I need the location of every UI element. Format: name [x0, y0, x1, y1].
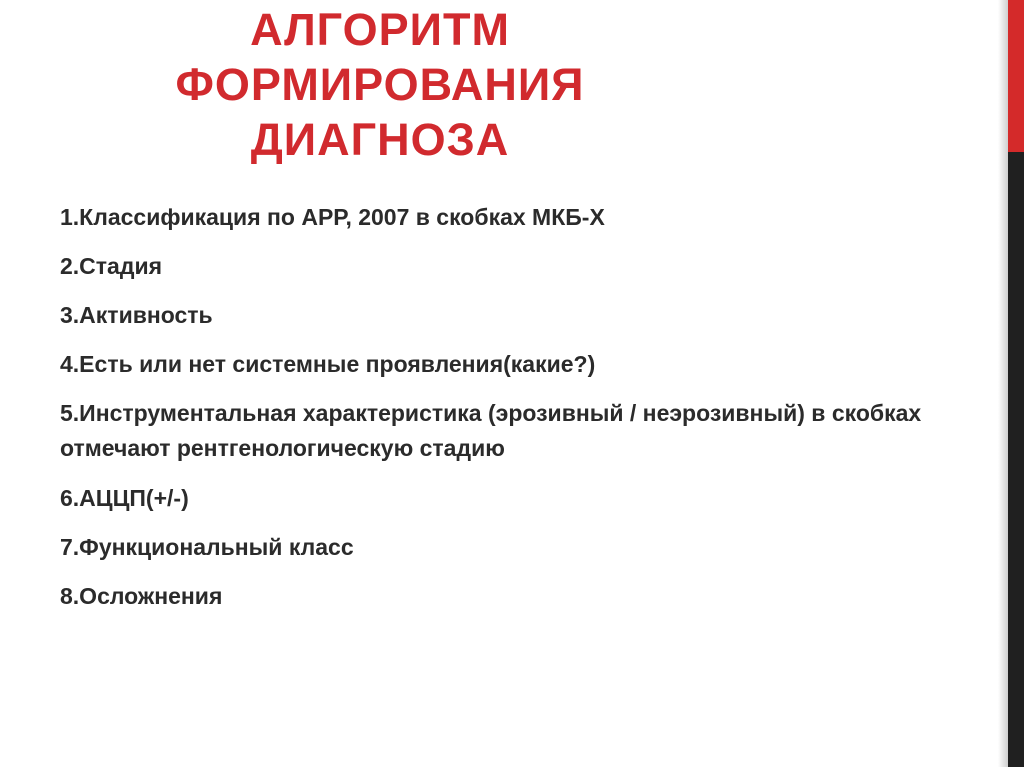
- list-item: 3.Активность: [60, 302, 213, 328]
- list-item: 4.Есть или нет системные проявления(какие?): [60, 351, 596, 377]
- list-item: 2.Стадия: [60, 253, 163, 279]
- title-line: ФОРМИРОВАНИЯ: [175, 59, 585, 110]
- list-item: 6.АЦЦП(+/-): [60, 485, 189, 511]
- list-item: 8.Осложнения: [60, 583, 223, 609]
- title-line: АЛГОРИТМ: [250, 4, 510, 55]
- slide-title: [150, 2, 610, 167]
- list-item: 5.Инструментальная характеристика (эрозивный / неэрозивный) в скобках отмечают рентгенологическую стадию: [60, 400, 922, 461]
- page-edge-shadow: [998, 0, 1008, 767]
- list-item: 1.Классификация по АРР, 2007 в скобках МКБ-Х: [60, 204, 605, 230]
- title-line: ДИАГНОЗА: [250, 114, 510, 165]
- side-bar-red: [1008, 0, 1024, 152]
- diagnosis-steps-list: [60, 200, 960, 628]
- list-item: 7.Функциональный класс: [60, 534, 354, 560]
